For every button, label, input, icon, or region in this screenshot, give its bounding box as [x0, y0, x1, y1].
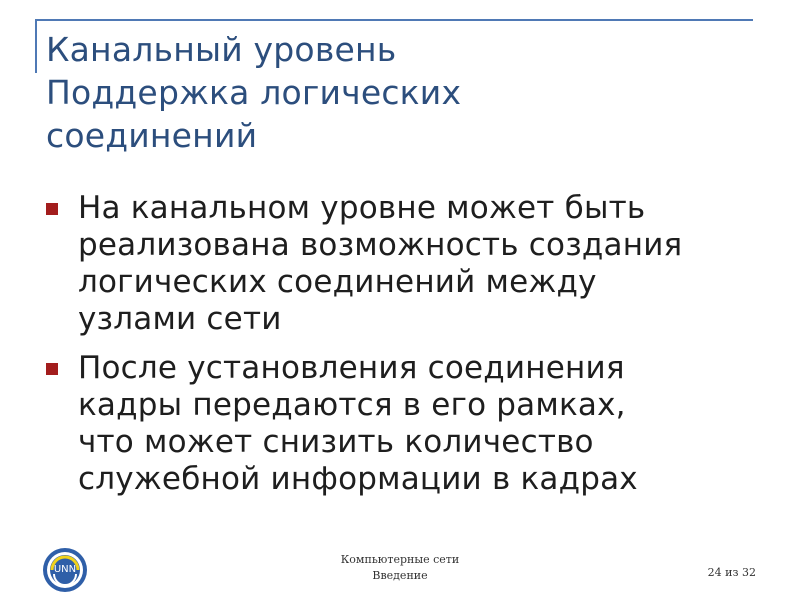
slide-title-line-2: Поддержка логических [46, 73, 462, 112]
slide-title [46, 28, 746, 157]
square-bullet-icon [46, 363, 58, 375]
page-number: 24 из 32 [707, 566, 756, 579]
university-logo-icon [40, 545, 90, 595]
slide-title-line-3: соединений [46, 116, 258, 155]
bullet-line: реализована возможность создания [78, 227, 683, 263]
left-accent-rule [35, 19, 37, 73]
bullet-line: После установления соединения [78, 350, 625, 386]
svg-text:UNN: UNN [53, 564, 77, 575]
bullet-list [40, 190, 760, 510]
top-accent-rule [35, 19, 753, 21]
bullet-text [78, 190, 760, 338]
bullet-line: служебной информации в кадрах [78, 461, 638, 497]
bullet-line: узлами сети [78, 301, 282, 337]
bullet-item [40, 350, 760, 498]
footer-course: Компьютерные сети [340, 553, 460, 566]
bullet-line: что может снизить количество [78, 424, 594, 460]
bullet-text [78, 350, 760, 498]
bullet-line: логических соединений между [78, 264, 597, 300]
bullet-line: кадры передаются в его рамках, [78, 387, 626, 423]
bullet-item [40, 190, 760, 338]
square-bullet-icon [46, 203, 58, 215]
slide-title-line-1: Канальный уровень [46, 30, 397, 69]
footer-center [300, 552, 500, 584]
bullet-line: На канальном уровне может быть [78, 190, 646, 226]
footer-section: Введение [372, 569, 428, 582]
university-logo-graphic [40, 545, 90, 595]
